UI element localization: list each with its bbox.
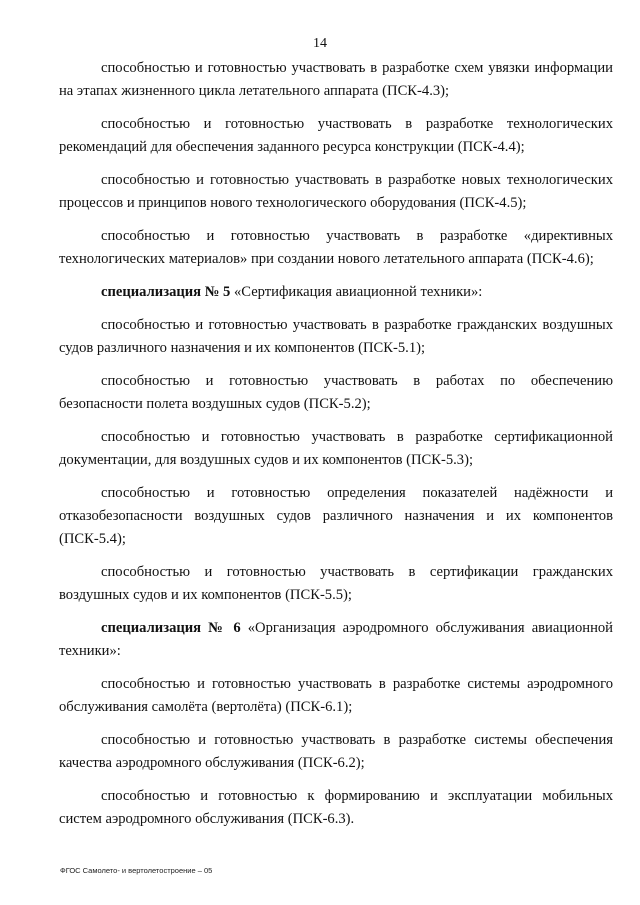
specialization-label: специализация № 6	[101, 619, 241, 636]
specialization-label: специализация № 5	[101, 283, 231, 300]
competency-paragraph	[59, 785, 613, 831]
paragraph-text: способностью и готовностью участвовать в разработке системы обеспечения качества аэродромного обслуживания (ПСК-6.2);	[59, 731, 613, 771]
paragraph-text: способностью и готовностью участвовать в разработке «директивных технологических материалов» при создании нового летательного аппарата (ПСК-4.6);	[59, 227, 613, 267]
competency-paragraph	[59, 370, 613, 416]
competency-paragraph	[59, 426, 613, 472]
paragraph-text: способностью и готовностью к формированию и эксплуатации мобильных систем аэродромного обслуживания (ПСК-6.3).	[59, 787, 613, 827]
paragraph-text: способностью и готовностью участвовать в разработке технологических рекомендаций для обеспечения заданного ресурса конструкции (ПСК-4.4);	[59, 115, 613, 155]
competency-paragraph	[59, 225, 613, 271]
page-number: 14	[313, 36, 327, 51]
competency-paragraph	[59, 169, 613, 215]
paragraph-text: способностью и готовностью участвовать в сертификации гражданских воздушных судов и их компонентов (ПСК-5.5);	[59, 563, 613, 603]
paragraph-text: способностью и готовностью участвовать в разработке сертификационной документации, для воздушных судов и их компонентов (ПСК-5.3);	[59, 429, 613, 468]
body-text	[59, 57, 613, 841]
specialization-title: «Организация аэродромного обслуживания авиационной техники»:	[59, 619, 613, 659]
specialization-heading	[59, 281, 613, 304]
paragraph-text: способностью и готовностью участвовать в разработке гражданских воздушных судов различного назначения и их компонентов (ПСК-5.1);	[59, 317, 613, 356]
competency-paragraph	[59, 314, 613, 360]
competency-paragraph	[59, 57, 613, 103]
competency-paragraph	[59, 482, 613, 550]
specialization-title: «Сертификация авиационной техники»:	[230, 283, 483, 300]
competency-paragraph	[59, 561, 613, 607]
footer-note: ФГОС Самолето- и вертолетостроение – 05	[60, 866, 213, 875]
competency-paragraph	[59, 673, 613, 719]
paragraph-text: способностью и готовностью участвовать в разработке системы аэродромного обслуживания самолёта (вертолёта) (ПСК-6.1);	[59, 675, 613, 715]
specialization-heading	[59, 617, 613, 663]
paragraph-text: способностью и готовностью определения показателей надёжности и отказобезопасности воздушных судов различного назначения и их компонентов (ПСК-5.4);	[59, 485, 613, 547]
paragraph-text: способностью и готовностью участвовать в разработке новых технологических процессов и принципов нового технологического оборудования (ПСК-4.5);	[59, 171, 613, 211]
paragraph-text: способностью и готовностью участвовать в разработке схем увязки информации на этапах жизненного цикла летательного аппарата (ПСК-4.3);	[59, 60, 613, 99]
competency-paragraph	[59, 113, 613, 159]
paragraph-text: способностью и готовностью участвовать в работах по обеспечению безопасности полета воздушных судов (ПСК-5.2);	[59, 373, 613, 412]
competency-paragraph	[59, 729, 613, 775]
